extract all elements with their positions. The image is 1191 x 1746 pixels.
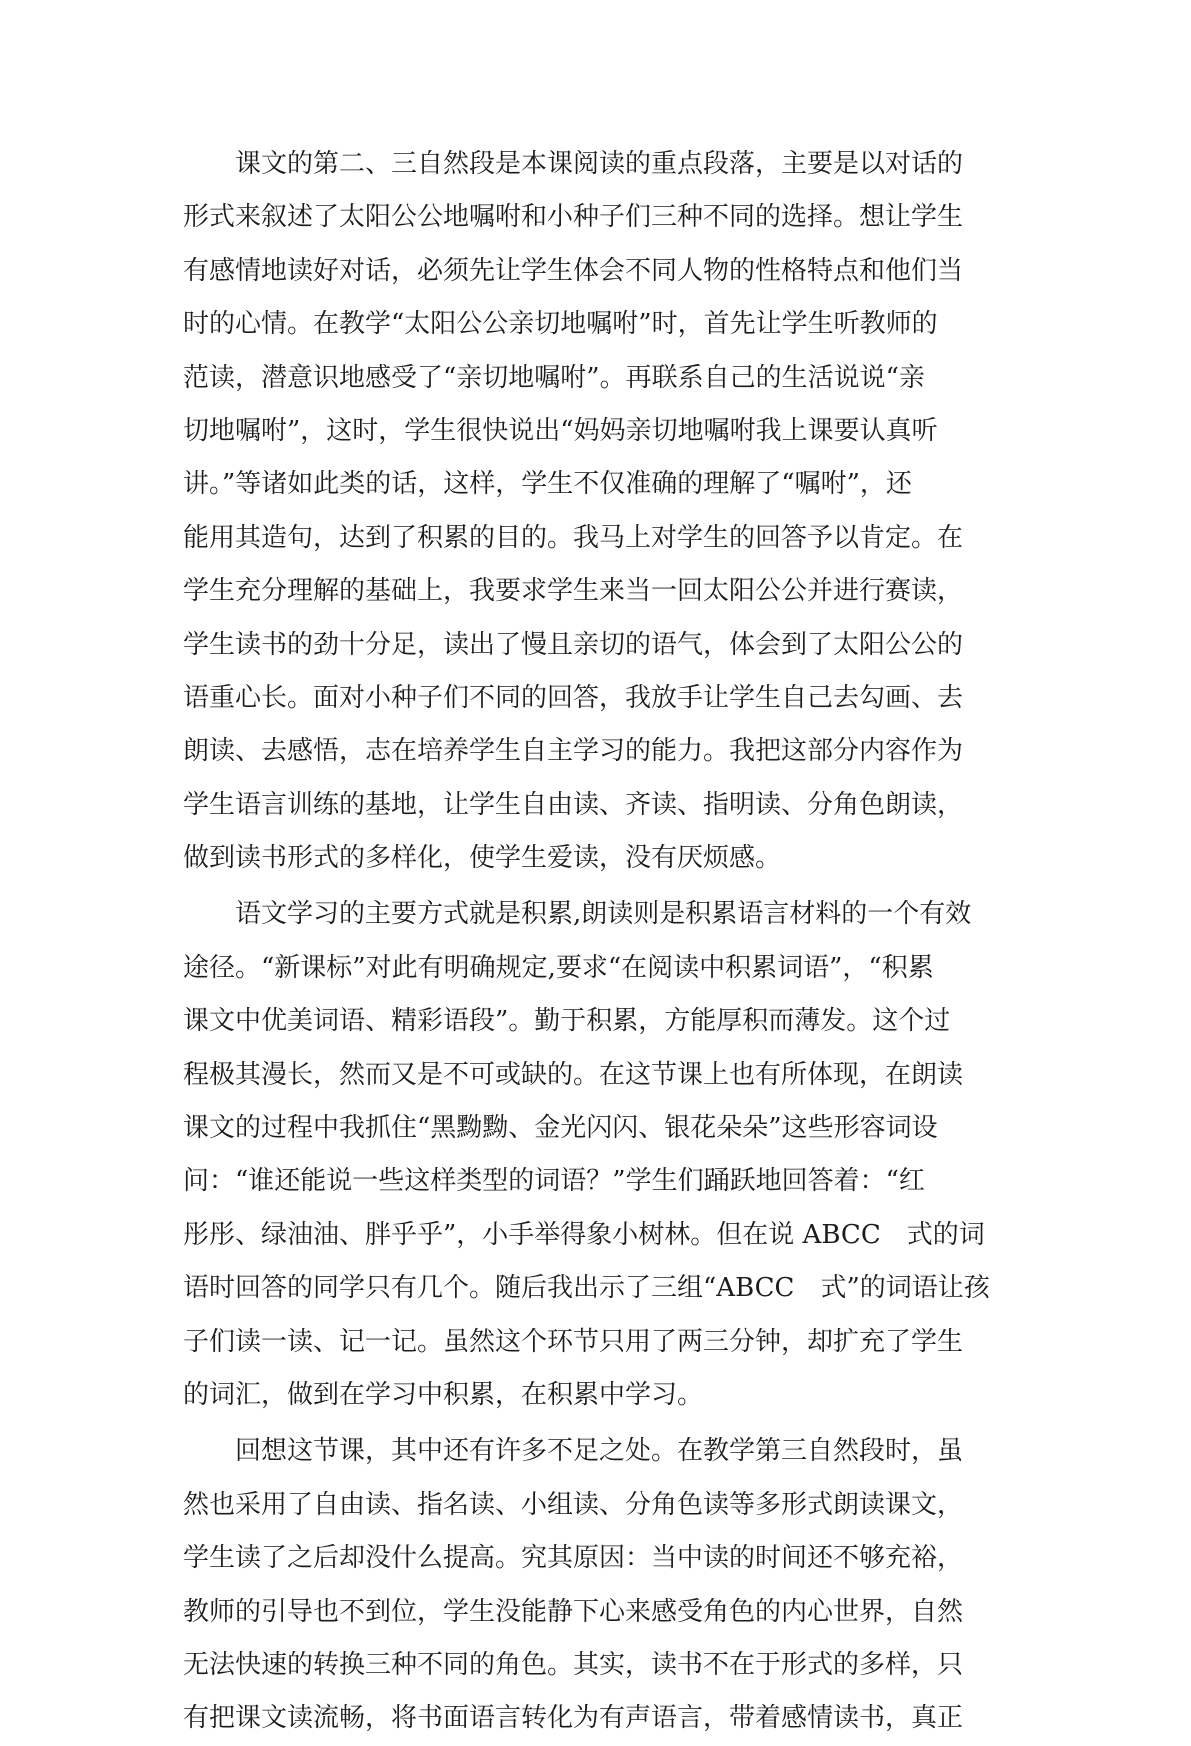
text-line: 彤彤、绿油油、胖乎乎”，小手举得象小树林。但在说 ABCC 式的词 <box>183 1219 985 1250</box>
text-line: 语重心长。面对小种子们不同的回答，我放手让学生自己去勾画、去 <box>183 682 964 713</box>
text-line: 的词汇，做到在学习中积累，在积累中学习。 <box>183 1379 704 1410</box>
paragraph-3 <box>183 1425 1023 1745</box>
text-line: 课文的第二、三自然段是本课阅读的重点段落，主要是以对话的 <box>183 149 964 179</box>
text-line: 学生语言训练的基地，让学生自由读、齐读、指明读、分角色朗读， <box>183 789 964 820</box>
text-line: 程极其漫长，然而又是不可或缺的。在这节课上也有所体现，在朗读 <box>183 1059 964 1090</box>
paragraph-1 <box>183 138 1023 885</box>
text-line: 学生读书的劲十分足，读出了慢且亲切的语气，体会到了太阳公公的 <box>183 629 964 660</box>
text-line: 讲。”等诸如此类的话，这样，学生不仅准确的理解了“嘱咐”，还 <box>183 469 912 500</box>
text-line: 朗读、去感悟，志在培养学生自主学习的能力。我把这部分内容作为 <box>183 736 964 767</box>
text-line: 学生充分理解的基础上，我要求学生来当一回太阳公公并进行赛读， <box>183 576 964 607</box>
text-line: 然也采用了自由读、指名读、小组读、分角色读等多形式朗读课文， <box>183 1489 964 1520</box>
text-line: 无法快速的转换三种不同的角色。其实，读书不在于形式的多样，只 <box>183 1649 964 1680</box>
text-line: 学生读了之后却没什么提高。究其原因：当中读的时间还不够充裕， <box>183 1543 964 1574</box>
text-line: 问：“谁还能说一些这样类型的词语？”学生们踊跃地回答着：“红 <box>183 1166 925 1197</box>
text-line: 回想这节课，其中还有许多不足之处。在教学第三自然段时，虽 <box>183 1436 964 1467</box>
text-line: 有把课文读流畅，将书面语言转化为有声语言，带着感情读书，真正 <box>183 1703 964 1734</box>
text-line: 形式来叙述了太阳公公地嘱咐和小种子们三种不同的选择。想让学生 <box>183 202 964 233</box>
text-line: 途径。“新课标”对此有明确规定,要求“在阅读中积累词语”，“积累 <box>183 952 934 983</box>
text-line: 语文学习的主要方式就是积累,朗读则是积累语言材料的一个有效 <box>183 899 972 930</box>
text-line: 课文的过程中我抓住“黑黝黝、金光闪闪、银花朵朵”这些形容词设 <box>183 1113 938 1144</box>
text-line: 语时回答的同学只有几个。随后我出示了三组“ABCC 式”的词语让孩 <box>183 1273 990 1304</box>
text-line: 能用其造句，达到了积累的目的。我马上对学生的回答予以肯定。在 <box>183 522 964 553</box>
paragraph-2 <box>183 888 1023 1422</box>
text-line: 子们读一读、记一记。虽然这个环节只用了两三分钟，却扩充了学生 <box>183 1326 964 1357</box>
text-line: 做到读书形式的多样化，使学生爱读，没有厌烦感。 <box>183 843 782 874</box>
text-line: 时的心情。在教学“太阳公公亲切地嘱咐”时，首先让学生听教师的 <box>183 309 938 340</box>
text-line: 范读，潜意识地感受了“亲切地嘱咐”。再联系自己的生活说说“亲 <box>183 362 925 393</box>
text-line: 有感情地读好对话，必须先让学生体会不同人物的性格特点和他们当 <box>183 255 964 286</box>
text-line: 课文中优美词语、精彩语段”。勤于积累，方能厚积而薄发。这个过 <box>183 1006 951 1037</box>
text-line: 教师的引导也不到位，学生没能静下心来感受角色的内心世界，自然 <box>183 1596 964 1627</box>
text-line: 切地嘱咐”，这时，学生很快说出“妈妈亲切地嘱咐我上课要认真听 <box>183 415 938 446</box>
document-body <box>183 138 1023 1746</box>
